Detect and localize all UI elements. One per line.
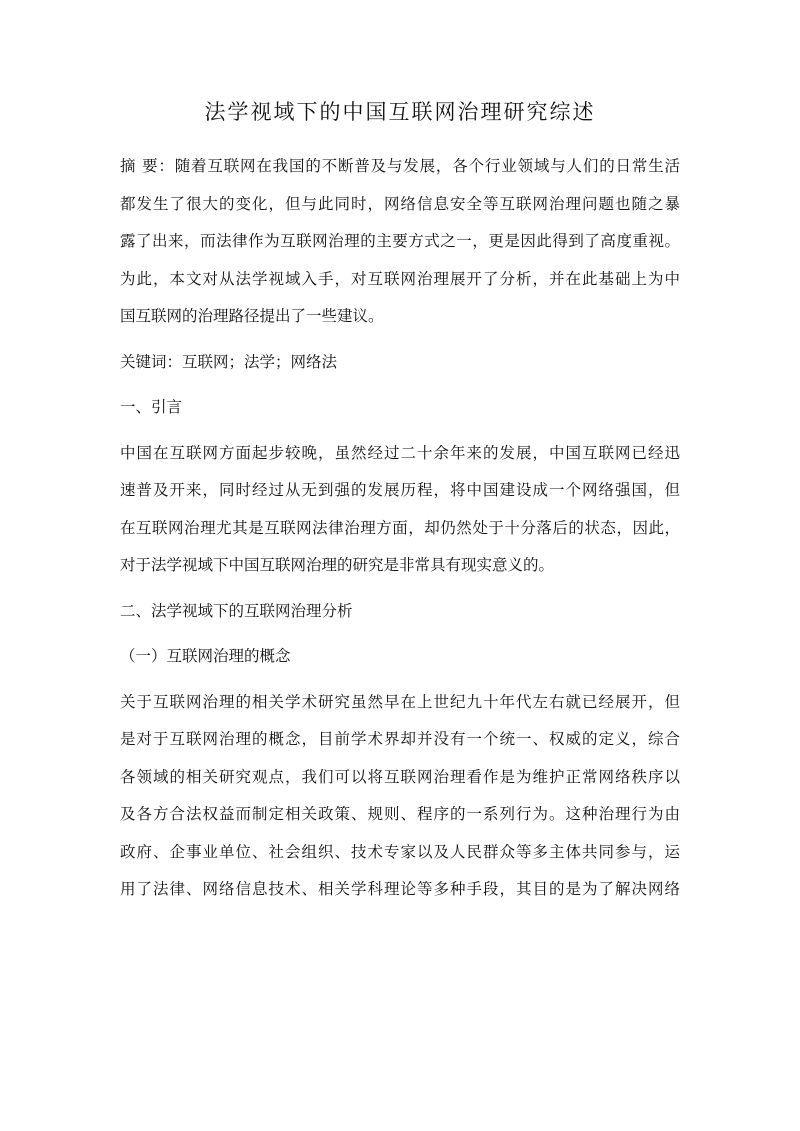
abstract-line: 露了出来，而法律作为互联网治理的主要方式之一，更是因此得到了高度重视。: [120, 232, 680, 250]
document-title: 法学视域下的中国互联网治理研究综述: [204, 100, 596, 124]
introduction-line: 在互联网治理尤其是互联网法律治理方面，却仍然处于十分落后的状态，因此，: [120, 518, 680, 537]
abstract-line: 国互联网的治理路径提出了一些建议。: [120, 307, 384, 325]
section-heading-text: 一、引言: [120, 398, 183, 416]
abstract-paragraph: [120, 148, 680, 336]
keywords-text: 关键词：互联网；法学；网络法: [120, 352, 338, 371]
keywords-line: [120, 344, 680, 382]
section-heading-introduction: [120, 389, 680, 427]
subsection-heading-text: （一）互联网治理的概念: [120, 647, 291, 665]
introduction-paragraph: [120, 435, 680, 585]
section-heading-analysis: [120, 593, 680, 631]
subsection-heading-concept: [120, 638, 680, 676]
abstract-line: 都发生了很大的变化，但与此同时，网络信息安全等互联网治理问题也随之暴: [120, 194, 680, 213]
concept-line: 关于互联网治理的相关学术研究虽然早在上世纪九十年代左右就已经展开，但: [120, 692, 680, 711]
abstract-line: 为此，本文对从法学视域入手，对互联网治理展开了分析，并在此基础上为中: [120, 269, 680, 288]
introduction-line: 中国在互联网方面起步较晚，虽然经过二十余年来的发展，中国互联网已经迅: [120, 443, 680, 462]
introduction-line: 速普及开来，同时经过从无到强的发展历程，将中国建设成一个网络强国，但: [120, 481, 680, 499]
abstract-line: 摘 要：随着互联网在我国的不断普及与发展，各个行业领域与人们的日常生活: [120, 157, 680, 175]
concept-line: 各领域的相关研究观点，我们可以将互联网治理看作是为维护正常网络秩序以: [120, 767, 680, 786]
concept-paragraph: [120, 684, 680, 909]
document-body: [120, 148, 680, 917]
concept-line: 用了法律、网络信息技术、相关学科理论等多种手段，其目的是为了解决网络: [120, 880, 680, 898]
concept-line: 是对于互联网治理的概念，目前学术界却并没有一个统一、权威的定义，综合: [120, 730, 680, 748]
concept-line: 及各方合法权益而制定相关政策、规则、程序的一系列行为。这种治理行为由: [120, 805, 680, 823]
section-heading-text: 二、法学视域下的互联网治理分析: [120, 601, 353, 620]
introduction-line: 对于法学视域下中国互联网治理的研究是非常具有现实意义的。: [120, 556, 555, 574]
concept-line: 政府、企事业单位、社会组织、技术专家以及人民群众等多主体共同参与，运: [120, 842, 680, 861]
